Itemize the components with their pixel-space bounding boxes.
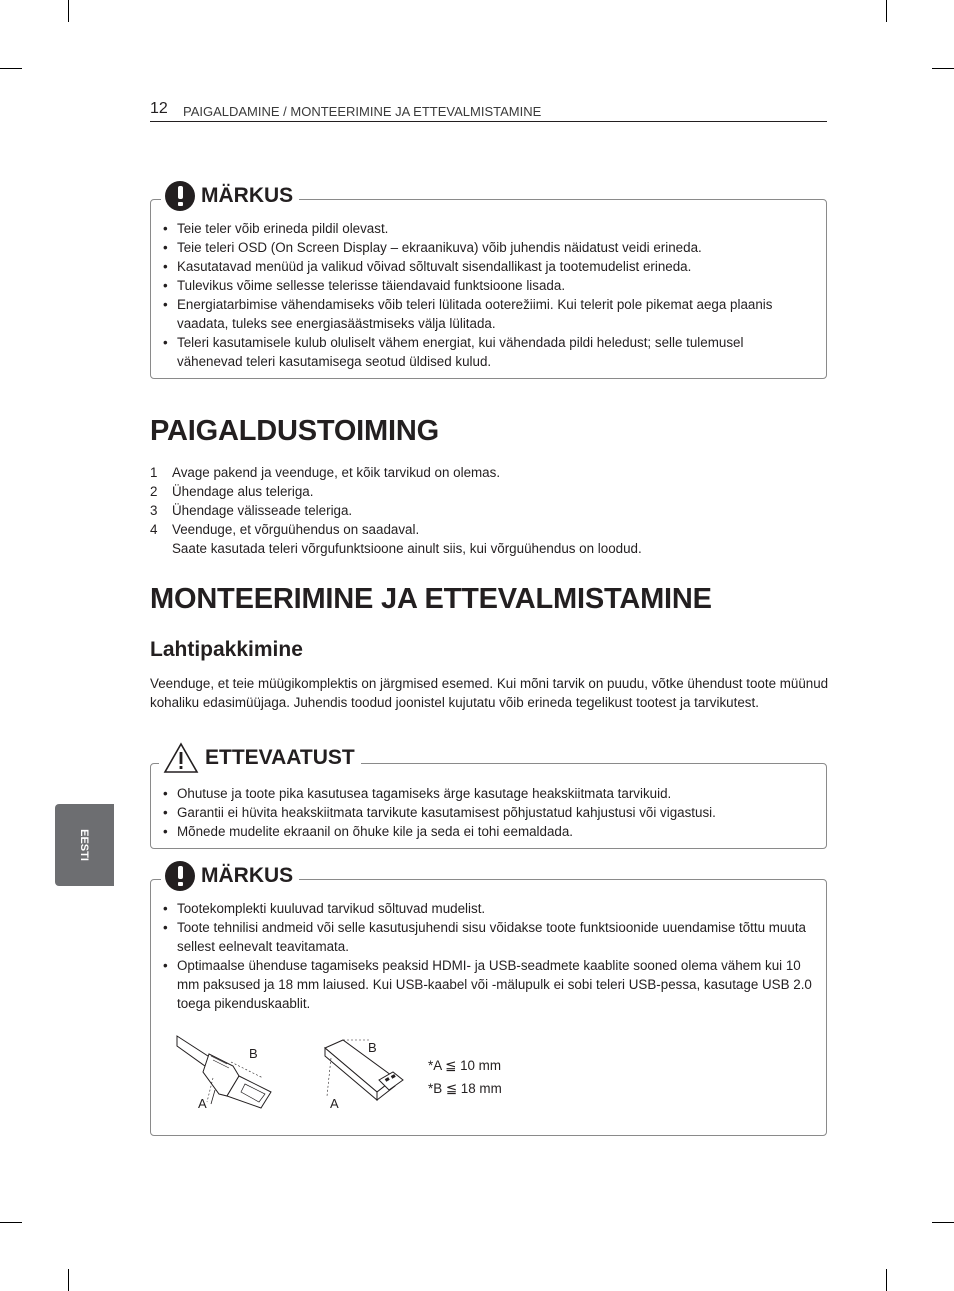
note-box <box>150 184 827 379</box>
step-text: Ühendage alus teleriga. <box>172 484 314 499</box>
diagram-label-a: A <box>330 1096 339 1111</box>
page-header <box>150 100 827 122</box>
note-title: MÄRKUS <box>201 184 294 207</box>
step-number: 4 <box>150 522 158 537</box>
running-title: PAIGALDAMINE / MONTEERIMINE JA ETTEVALMISTAMINE <box>183 104 542 119</box>
list-item: • Teleri kasutamisele kulub oluliselt vähem energiat, kui vähendada pildi heledust; selle tulemusel vähenevad teleri kasutamisega seotud üldised kulud. <box>163 333 812 371</box>
list-item: • Kasutatavad menüüd ja valikud võivad sõltuvalt sisendallikast ja tootemudelist erineda. <box>163 257 812 276</box>
diagram-label-b: B <box>368 1040 377 1055</box>
crop-mark <box>0 1222 22 1223</box>
list-item: • Teie teler võib erineda pildil olevast. <box>163 219 812 238</box>
step-text: Ühendage välisseade teleriga. <box>172 503 353 518</box>
exclamation-icon <box>165 181 195 211</box>
page-number: 12 <box>150 100 168 117</box>
diagram-label-a: A <box>198 1096 207 1111</box>
crop-mark <box>68 1269 69 1291</box>
dimension-notes <box>428 1054 502 1100</box>
step-number: 3 <box>150 503 158 518</box>
crop-mark <box>932 1222 954 1223</box>
list-item: • Teie teleri OSD (On Screen Display – ekraanikuva) võib juhendis näidatust veidi erineda. <box>163 238 812 257</box>
diagram-label-b: B <box>249 1046 258 1061</box>
list-item: • Ohutuse ja toote pika kasutusea tagamiseks ärge kasutage heakskiitmata tarvikuid. <box>163 784 812 803</box>
language-tab-label: EESTI <box>78 829 90 861</box>
caution-title: ETTEVAATUST <box>205 746 355 769</box>
assembly-heading: MONTEERIMINE JA ETTEVALMISTAMINE <box>150 583 712 615</box>
crop-mark <box>0 68 22 69</box>
caution-box <box>150 746 827 849</box>
note-box-header <box>161 176 299 216</box>
warning-triangle-icon <box>163 742 199 774</box>
list-item: • Energiatarbimise vähendamiseks võib teleri lülitada ooterežiimi. Kui telerit pole pikemat aega plaanis vaadata, tuleks see energiasäästmiseks välja lülitada. <box>163 295 812 333</box>
note-list <box>163 219 812 371</box>
exclamation-icon <box>165 861 195 891</box>
crop-mark <box>932 68 954 69</box>
note-list <box>163 899 812 1013</box>
step-text: Avage pakend ja veenduge, et kõik tarvikud on olemas. <box>172 465 501 480</box>
list-item: • Tootekomplekti kuuluvad tarvikud sõltuvad mudelist. <box>163 899 812 918</box>
caution-list <box>163 784 812 841</box>
note-title: MÄRKUS <box>201 864 294 887</box>
language-tab <box>55 804 114 886</box>
install-heading: PAIGALDUSTOIMING <box>150 415 439 447</box>
hdmi-plug-diagram <box>175 1030 285 1115</box>
unpacking-heading: Lahtipakkimine <box>150 638 303 661</box>
dimension-b: *B ≦ 18 mm <box>428 1081 502 1096</box>
caution-box-header <box>159 738 361 778</box>
list-item: • Garantii ei hüvita heakskiitmata tarvikute kasutamisest põhjustatud kahjustusi või vigastusi. <box>163 803 812 822</box>
step-item <box>150 520 642 558</box>
note-box <box>150 864 827 1136</box>
list-item: • Mõnede mudelite ekraanil on õhuke kile ja seda ei tohi eemaldada. <box>163 822 812 841</box>
step-extra: Saate kasutada teleri võrgufunktsioone ainult siis, kui võrguühendus on loodud. <box>172 541 642 556</box>
list-item: • Optimaalse ühenduse tagamiseks peaksid HDMI- ja USB-seadmete kaablite sooned olema vähem kui 10 mm paksused ja 18 mm laiused. Kui USB-kaabel või -mälupulk ei sobi teleri USB-pessa, kasutage USB 2.0 toega pikenduskaablit. <box>163 956 812 1013</box>
crop-mark <box>886 0 887 22</box>
note-box-header <box>161 856 299 896</box>
unpacking-intro: Veenduge, et teie müügikomplektis on järgmised esemed. Kui mõni tarvik on puudu, võtke ühendust toote müünud kohaliku edasimüüjaga. Juhendis toodud joonistel kujutatu võib erineda tegelikust tootest ja tarvikutest. <box>150 676 829 710</box>
step-text: Veenduge, et võrguühendus on saadaval. <box>172 522 420 537</box>
step-item <box>150 463 642 482</box>
step-item <box>150 501 642 520</box>
step-item <box>150 482 642 501</box>
step-number: 1 <box>150 465 158 480</box>
dimension-a: *A ≦ 10 mm <box>428 1058 501 1073</box>
step-number: 2 <box>150 484 158 499</box>
crop-mark <box>68 0 69 22</box>
install-steps <box>150 463 642 558</box>
list-item: • Tulevikus võime sellesse telerisse täiendavaid funktsioone lisada. <box>163 276 812 295</box>
list-item: • Toote tehnilisi andmeid või selle kasutusjuhendi sisu võidakse toote funktsioonide uuendamise tõttu muuta sellest eelnevalt teavitamata. <box>163 918 812 956</box>
crop-mark <box>886 1269 887 1291</box>
